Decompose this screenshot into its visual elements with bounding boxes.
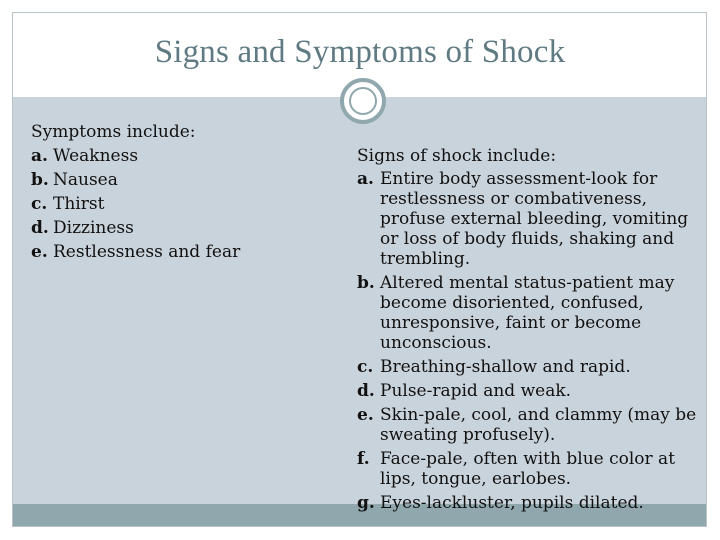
item-letter: f. [357,449,370,469]
item-letter: d. [357,381,375,401]
list-item [31,216,331,240]
item-letter: e. [31,242,48,262]
item-letter: c. [31,194,48,214]
item-letter: b. [31,170,49,190]
item-text: Dizziness [53,218,134,238]
item-letter: a. [357,169,374,189]
signs-heading: Signs of shock include: [357,146,557,166]
item-letter: a. [31,146,48,166]
item-text: Entire body assessment-look for restlessness or combativeness, profuse external bleeding, vomiting or loss of body fluids, shaking and trembling. [380,169,689,269]
circle-ring-inner [349,87,377,115]
item-text: Pulse-rapid and weak. [380,381,572,401]
list-item [31,144,331,168]
item-text: Restlessness and fear [53,242,241,262]
item-letter: e. [357,405,374,425]
slide-title: Signs and Symptoms of Shock [154,34,566,70]
item-text: Eyes-lackluster, pupils dilated. [380,493,644,513]
list-item [357,169,697,269]
list-item [357,381,697,401]
signs-column [357,145,697,517]
item-text: Breathing-shallow and rapid. [380,357,631,377]
list-item [357,273,697,353]
item-letter: g. [357,493,375,513]
list-item [357,357,697,377]
item-text: Thirst [53,194,105,214]
circle-ring-icon [340,78,386,124]
item-letter: d. [31,218,49,238]
list-item [357,493,697,513]
symptoms-column [31,120,331,264]
list-item [357,449,697,489]
list-item [357,405,697,445]
item-letter: c. [357,357,374,377]
symptoms-heading: Symptoms include: [31,122,196,142]
list-item [31,168,331,192]
item-text: Skin-pale, cool, and clammy (may be sweating profusely). [380,405,697,445]
item-text: Face-pale, often with blue color at lips, tongue, earlobes. [380,449,676,489]
item-text: Nausea [53,170,118,190]
list-item [31,240,331,264]
item-text: Weakness [53,146,139,166]
list-item [31,192,331,216]
item-text: Altered mental status-patient may become disoriented, confused, unresponsive, faint or become unconscious. [380,273,675,353]
item-letter: b. [357,273,375,293]
